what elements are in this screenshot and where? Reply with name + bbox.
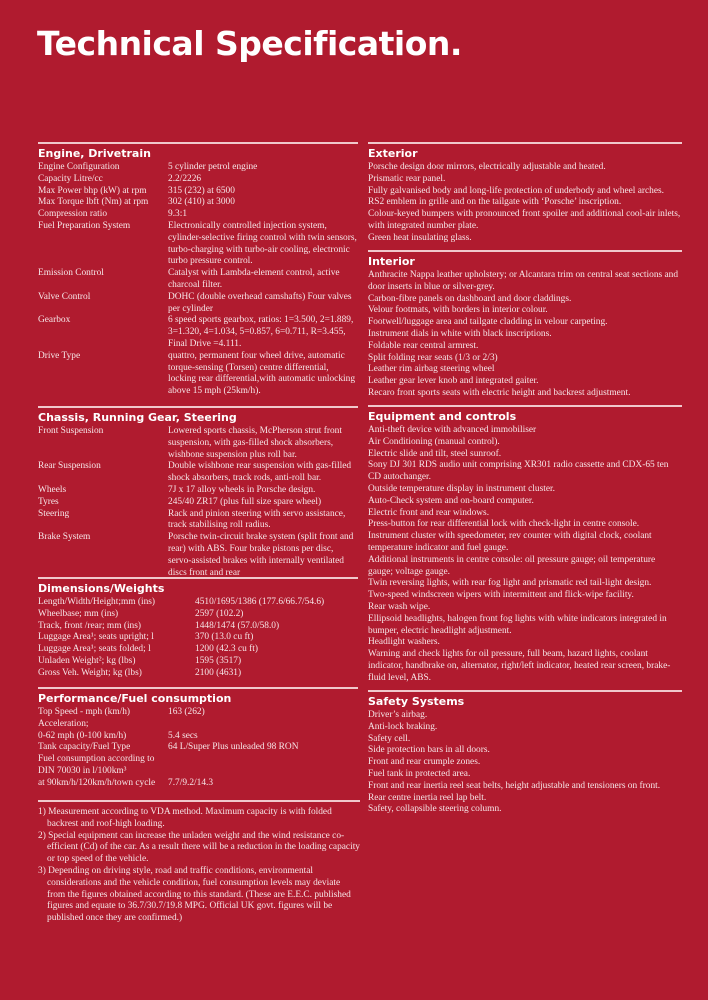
feature-item: Split folding rear seats (1/3 or 2/3) <box>368 352 498 363</box>
spec-label: Engine Configuration <box>38 162 120 172</box>
spec-row <box>38 315 358 350</box>
spec-value: Rack and pinion steering with servo assistance, track stabilising roll radius. <box>168 508 346 531</box>
feature-item: Instrument dials in white with black inscriptions. <box>368 328 552 339</box>
spec-value: Catalyst with Lambda-element control, active charcoal filter. <box>168 268 340 290</box>
spec-label: Tank capacity/Fuel Type <box>38 742 131 753</box>
spec-value: 370 (13.0 cu ft) <box>195 632 254 643</box>
spec-row <box>38 209 358 221</box>
spec-label: Length/Width/Height;mm (ins) <box>38 597 156 607</box>
feature-item: Rear wash wipe. <box>368 601 431 612</box>
spec-row <box>38 656 358 668</box>
feature-item: Velour footmats, with borders in interior colour. <box>368 305 548 316</box>
spec-value: 2100 (4631) <box>195 667 242 678</box>
feature-item: Ellipsoid headlights, halogen front fog lights with white indicators integrated in bumper, electric headlight adjustment. <box>368 613 667 636</box>
spec-value: 245/40 ZR17 (plus full size spare wheel) <box>168 496 322 507</box>
spec-value: 7.7/9.2/14.3 <box>168 777 214 788</box>
feature-item: Foldable rear central armrest. <box>368 340 479 351</box>
feature-item: Recaro front sports seats with electric height and backrest adjustment. <box>368 387 631 398</box>
spec-row <box>38 186 358 198</box>
spec-row <box>38 731 358 743</box>
spec-value: 163 (262) <box>168 707 205 717</box>
spec-row <box>38 597 358 609</box>
spec-value: 1200 (42.3 cu ft) <box>195 644 259 655</box>
section-heading: Equipment and controls <box>368 410 517 423</box>
section-heading: Engine, Drivetrain <box>38 147 151 160</box>
section-heading: Performance/Fuel consumption <box>38 692 232 705</box>
spec-value: 1595 (3517) <box>195 655 242 666</box>
spec-value <box>168 766 358 778</box>
spec-label: Unladen Weight²; kg (lbs) <box>38 655 136 666</box>
spec-row <box>38 485 358 497</box>
spec-value: Electronically controlled injection system, cylinder-selective firing control with twin sensors, turbo-charging with turbo-air cooling, electronic turbo pressure control. <box>168 220 357 267</box>
feature-item: Fully galvanised body and long-life protection of underbody and wheel arches. <box>368 185 665 196</box>
spec-row <box>38 461 358 485</box>
feature-item: Anthracite Nappa leather upholstery; or Alcantara trim on central seat sections and door inserts in blue or silver-grey. <box>368 270 679 292</box>
spec-row <box>38 221 358 268</box>
spec-label: Drive Type <box>38 350 81 361</box>
spec-label: Valve Control <box>38 291 91 302</box>
feature-item: Front and rear crumple zones. <box>368 757 481 768</box>
spec-row <box>38 532 358 579</box>
feature-item: Headlight washers. <box>368 637 440 648</box>
spec-row <box>38 351 358 398</box>
spec-label: Front Suspension <box>38 426 104 436</box>
page-title: Technical Specification. <box>37 24 462 63</box>
spec-value <box>168 754 358 766</box>
spec-value: 6 speed sports gearbox, ratios: 1=3.500, 2=1.889, 3=1.320, 4=1.034, 5=0.857, 6=0.711, R=3.455, Final Drive =4.111. <box>168 315 354 349</box>
feature-item: Front and rear inertia reel seat belts, height adjustable and tensioners on front. <box>368 780 661 791</box>
feature-item: Side protection bars in all doors. <box>368 745 490 756</box>
spec-section <box>38 687 358 790</box>
spec-value: 7J x 17 alloy wheels in Porsche design. <box>168 484 316 495</box>
feature-item: Electric front and rear windows. <box>368 507 490 518</box>
spec-label: Fuel Preparation System <box>38 220 131 231</box>
spec-section <box>38 406 358 579</box>
spec-value: 5 cylinder petrol engine <box>168 162 258 172</box>
feature-item: Fuel tank in protected area. <box>368 768 471 779</box>
spec-row <box>38 766 358 778</box>
feature-item: Leather gear lever knob and integrated gaiter. <box>368 376 539 387</box>
feature-item: Driver’s airbag. <box>368 710 428 720</box>
spec-value: 302 (410) at 3000 <box>168 197 235 208</box>
feature-item: Two-speed windscreen wipers with intermittent and flick-wipe facility. <box>368 590 634 601</box>
spec-label: Capacity Litre/cc <box>38 173 103 184</box>
spec-row <box>38 719 358 731</box>
feature-item: Instrument cluster with speedometer, rev counter with digital clock, coolant temperature indicator and fuel gauge. <box>368 531 652 553</box>
spec-row <box>38 668 358 680</box>
spec-value: 2597 (102.2) <box>195 608 244 619</box>
footnote: 3) Depending on driving style, road and traffic conditions, environmental considerations and the vehicle condition, fuel consumption levels may deviate from the figures obtained according to this standard. (These are E.E.C. published figures and equate to 36.7/30.7/19.8 MPG. Official UK govt. figures will be published once they are confirmed.) <box>38 865 351 924</box>
spec-value: 4510/1695/1386 (177.6/66.7/54.6) <box>195 597 325 607</box>
spec-label: Steering <box>38 508 70 519</box>
section-heading: Interior <box>368 255 415 268</box>
feature-item: Warning and check lights for oil pressure, full beam, hazard lights, coolant indicator, handbrake on, alternator, right/left indicator, heated rear screen, brake-fluid level, ABS. <box>368 649 671 683</box>
spec-row <box>38 644 358 656</box>
feature-item: Anti-lock braking. <box>368 721 438 732</box>
spec-row <box>38 174 358 186</box>
spec-row <box>38 754 358 766</box>
spec-label: Max Power bhp (kW) at rpm <box>38 185 147 196</box>
spec-row <box>38 742 358 754</box>
spec-label: Compression ratio <box>38 209 108 220</box>
feature-item: Green heat insulating glass. <box>368 232 472 243</box>
spec-row <box>38 632 358 644</box>
spec-label: Gross Veh. Weight; kg (lbs) <box>38 667 142 678</box>
feature-item: Additional instruments in centre console: oil pressure gauge; oil temperature gauge; voltage gauge. <box>368 554 656 577</box>
spec-label: Brake System <box>38 532 91 543</box>
spec-section <box>38 577 358 680</box>
spec-row <box>38 707 358 719</box>
spec-label: DIN 70030 in l/100km³ <box>38 765 127 776</box>
spec-row <box>38 268 358 292</box>
spec-value: quattro, permanent four wheel drive, automatic torque-sensing (Torsen) centre differential, locking rear differential,with automatic unlocking above 15 mph (25km/h). <box>168 350 356 397</box>
feature-item: RS2 emblem in grille and on the tailgate with ‘Porsche’ inscription. <box>368 197 622 208</box>
spec-label: Tyres <box>38 496 59 507</box>
feature-section <box>368 142 682 245</box>
feature-item: Rear centre inertia reel lap belt. <box>368 792 487 803</box>
feature-item: Electric slide and tilt, steel sunroof. <box>368 448 502 459</box>
spec-label: Gearbox <box>38 315 71 326</box>
spec-section <box>38 142 358 398</box>
feature-item: Leather rim airbag steering wheel <box>368 364 495 375</box>
spec-row <box>38 197 358 209</box>
spec-value: DOHC (double overhead camshafts) Four valves per cylinder <box>168 291 352 314</box>
spec-value: Lowered sports chassis, McPherson strut front suspension, with gas-filled shock absorbers, wishbone suspension plus roll bar. <box>168 426 342 460</box>
spec-label: Acceleration; <box>38 718 89 729</box>
feature-item: Colour-keyed bumpers with pronounced front spoiler and additional cool-air inlets, with integrated number plate. <box>368 209 681 231</box>
spec-label: at 90km/h/120km/h/town cycle <box>38 777 156 788</box>
spec-value: 315 (232) at 6500 <box>168 185 235 196</box>
spec-value: 9.3:1 <box>168 209 188 220</box>
spec-row <box>38 162 358 174</box>
spec-label: 0-62 mph (0-100 km/h) <box>38 730 127 741</box>
feature-item: Safety, collapsible steering column. <box>368 804 502 815</box>
spec-label: Emission Control <box>38 268 104 279</box>
spec-label: Wheels <box>38 484 67 495</box>
footnote: 2) Special equipment can increase the unladen weight and the wind resistance co-efficient (Cd) of the car. As a result there will be a reduction in the loading capacity or top speed of the vehicle. <box>38 830 360 865</box>
section-heading: Safety Systems <box>368 695 465 708</box>
feature-item: Carbon-fibre panels on dashboard and door claddings. <box>368 293 572 304</box>
spec-label: Luggage Area¹; seats folded; l <box>38 644 151 655</box>
feature-item: Safety cell. <box>368 733 411 744</box>
feature-item: Twin reversing lights, with rear fog light and prismatic red tail-light design. <box>368 578 652 589</box>
spec-label: Luggage Area¹; seats upright; l <box>38 632 154 643</box>
spec-row <box>38 509 358 533</box>
section-heading: Dimensions/Weights <box>38 582 165 595</box>
spec-label: Top Speed - mph (km/h) <box>38 707 131 717</box>
spec-row <box>38 621 358 633</box>
feature-item: Anti-theft device with advanced immobiliser <box>368 425 537 435</box>
spec-label: Track, front /rear; mm (ins) <box>38 620 142 631</box>
spec-row <box>38 292 358 316</box>
footnote: 1) Measurement according to VDA method. Maximum capacity is with folded backrest and roof-high loading. <box>38 807 332 829</box>
spec-value: 2.2/2226 <box>168 173 202 184</box>
section-heading: Exterior <box>368 147 418 160</box>
spec-row <box>38 497 358 509</box>
feature-section <box>368 405 682 685</box>
feature-section <box>368 690 682 816</box>
feature-section <box>368 250 682 400</box>
section-heading: Chassis, Running Gear, Steering <box>38 411 237 424</box>
spec-label: Rear Suspension <box>38 461 101 472</box>
footnotes <box>38 800 360 925</box>
feature-item: Sony DJ 301 RDS audio unit comprising XR301 radio cassette and CDX-65 ten CD autochanger. <box>368 460 669 483</box>
feature-item: Porsche design door mirrors, electrically adjustable and heated. <box>368 162 606 172</box>
spec-value: 5.4 secs <box>168 730 198 741</box>
feature-item: Outside temperature display in instrument cluster. <box>368 483 555 494</box>
feature-item: Press-button for rear differential lock with check-light in centre console. <box>368 519 640 530</box>
feature-item: Footwell/luggage area and tailgate cladding in velour carpeting. <box>368 317 608 328</box>
spec-row <box>38 609 358 621</box>
spec-label: Max Torque lbft (Nm) at rpm <box>38 197 149 208</box>
feature-item: Auto-Check system and on-board computer. <box>368 495 534 506</box>
spec-row <box>38 426 358 461</box>
spec-value: Double wishbone rear suspension with gas-filled shock absorbers, track rods, anti-roll bar. <box>168 461 352 484</box>
spec-value: 1448/1474 (57.0/58.0) <box>195 620 280 631</box>
feature-item: Prismatic rear panel. <box>368 173 446 184</box>
feature-item: Air Conditioning (manual control). <box>368 436 500 447</box>
spec-value <box>168 719 358 731</box>
spec-label: Wheelbase; mm (ins) <box>38 608 119 619</box>
spec-value: Porsche twin-circuit brake system (split front and rear) with ABS. Four brake pistons per disc, servo-assisted brakes with internally ventilated discs front and rear <box>168 532 354 578</box>
spec-label: Fuel consumption according to <box>38 754 155 765</box>
spec-value: 64 L/Super Plus unleaded 98 RON <box>168 742 299 753</box>
spec-row <box>38 778 358 790</box>
